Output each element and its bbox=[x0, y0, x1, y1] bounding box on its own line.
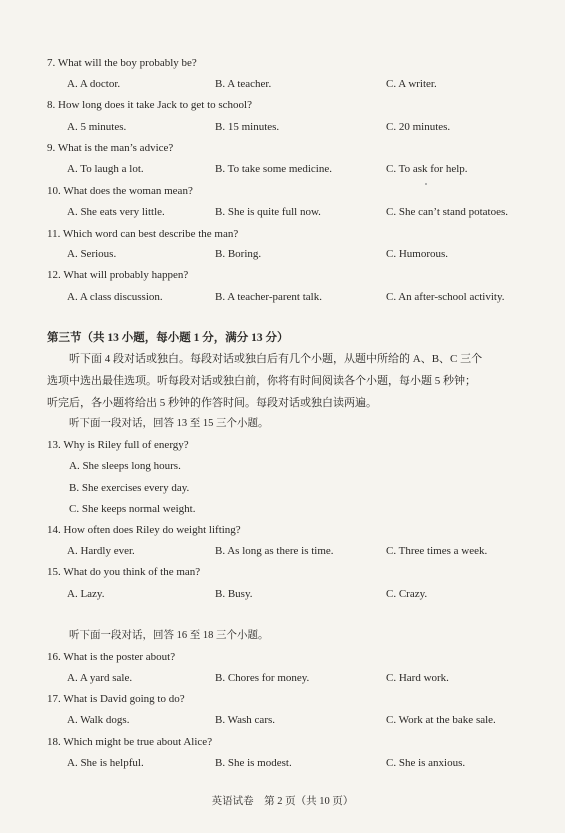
option-10a: A. She eats very little. bbox=[67, 206, 165, 218]
question-16: 16. What is the poster about? bbox=[47, 651, 176, 663]
question-9: 9. What is the man’s advice? bbox=[47, 142, 174, 154]
option-9c: C. To ask for help. bbox=[386, 163, 468, 175]
option-16a: A. A yard sale. bbox=[67, 672, 133, 684]
question-17: 17. What is David going to do? bbox=[47, 693, 185, 705]
question-8: 8. How long does it take Jack to get to school? bbox=[47, 99, 252, 111]
option-15a: A. Lazy. bbox=[67, 588, 105, 600]
option-18a: A. She is helpful. bbox=[67, 757, 144, 769]
option-10c: C. She can’t stand potatoes. bbox=[386, 206, 508, 218]
option-14b: B. As long as there is time. bbox=[215, 545, 334, 557]
option-8b: B. 15 minutes. bbox=[215, 121, 280, 133]
option-8c: C. 20 minutes. bbox=[386, 121, 451, 133]
option-13c: C. She keeps normal weight. bbox=[69, 503, 196, 515]
option-12a: A. A class discussion. bbox=[67, 291, 163, 303]
section-paragraph-line-3: 听完后，各小题将给出 5 秒钟的作答时间。每段对话或独白读两遍。 bbox=[47, 397, 377, 409]
option-7a: A. A doctor. bbox=[67, 78, 121, 90]
option-17a: A. Walk dogs. bbox=[67, 714, 130, 726]
option-11b: B. Boring. bbox=[215, 248, 262, 260]
option-14a: A. Hardly ever. bbox=[67, 545, 135, 557]
option-16c: C. Hard work. bbox=[386, 672, 449, 684]
question-18: 18. Which might be true about Alice? bbox=[47, 736, 213, 748]
option-10b: B. She is quite full now. bbox=[215, 206, 321, 218]
section-paragraph-line-2: 选项中选出最佳选项。听每段对话或独白前，你将有时间阅读各个小题，每小题 5 秒钟； bbox=[47, 375, 476, 387]
option-17c: C. Work at the bake sale. bbox=[386, 714, 496, 726]
question-13: 13. Why is Riley full of energy? bbox=[47, 439, 189, 451]
option-12c: C. An after-school activity. bbox=[386, 291, 505, 303]
option-16b: B. Chores for money. bbox=[215, 672, 310, 684]
option-11a: A. Serious. bbox=[67, 248, 117, 260]
question-12: 12. What will probably happen? bbox=[47, 269, 189, 281]
option-11c: C. Humorous. bbox=[386, 248, 449, 260]
option-15b: B. Busy. bbox=[215, 588, 253, 600]
instruction-16-18: 听下面一段对话，回答 16 至 18 三个小题。 bbox=[69, 630, 269, 641]
option-7b: B. A teacher. bbox=[215, 78, 272, 90]
option-18c: C. She is anxious. bbox=[386, 757, 466, 769]
option-17b: B. Wash cars. bbox=[215, 714, 276, 726]
option-15c: C. Crazy. bbox=[386, 588, 428, 600]
option-8a: A. 5 minutes. bbox=[67, 121, 127, 133]
option-13a: A. She sleeps long hours. bbox=[69, 460, 181, 472]
page-footer: 英语试卷 第 2 页（共 10 页） bbox=[211, 796, 354, 807]
option-18b: B. She is modest. bbox=[215, 757, 292, 769]
section-paragraph-line-1: 听下面 4 段对话或独白。每段对话或独白后有几个小题，从题中所给的 A、B、C 三个 bbox=[69, 353, 483, 365]
option-12b: B. A teacher-parent talk. bbox=[215, 291, 322, 303]
question-14: 14. How often does Riley do weight lifting? bbox=[47, 524, 241, 536]
instruction-13-15: 听下面一段对话，回答 13 至 15 三个小题。 bbox=[69, 418, 269, 429]
question-15: 15. What do you think of the man? bbox=[47, 566, 201, 578]
question-7: 7. What will the boy probably be? bbox=[47, 57, 197, 69]
option-9b: B. To take some medicine. bbox=[215, 163, 332, 175]
option-14c: C. Three times a week. bbox=[386, 545, 488, 557]
speck bbox=[425, 183, 427, 185]
section-title: 第三节（共 13 小题，每小题 1 分，满分 13 分） bbox=[47, 332, 289, 344]
option-13b: B. She exercises every day. bbox=[69, 482, 190, 494]
option-7c: C. A writer. bbox=[386, 78, 437, 90]
question-10: 10. What does the woman mean? bbox=[47, 185, 193, 197]
question-11: 11. Which word can best describe the man? bbox=[47, 228, 239, 240]
option-9a: A. To laugh a lot. bbox=[67, 163, 144, 175]
